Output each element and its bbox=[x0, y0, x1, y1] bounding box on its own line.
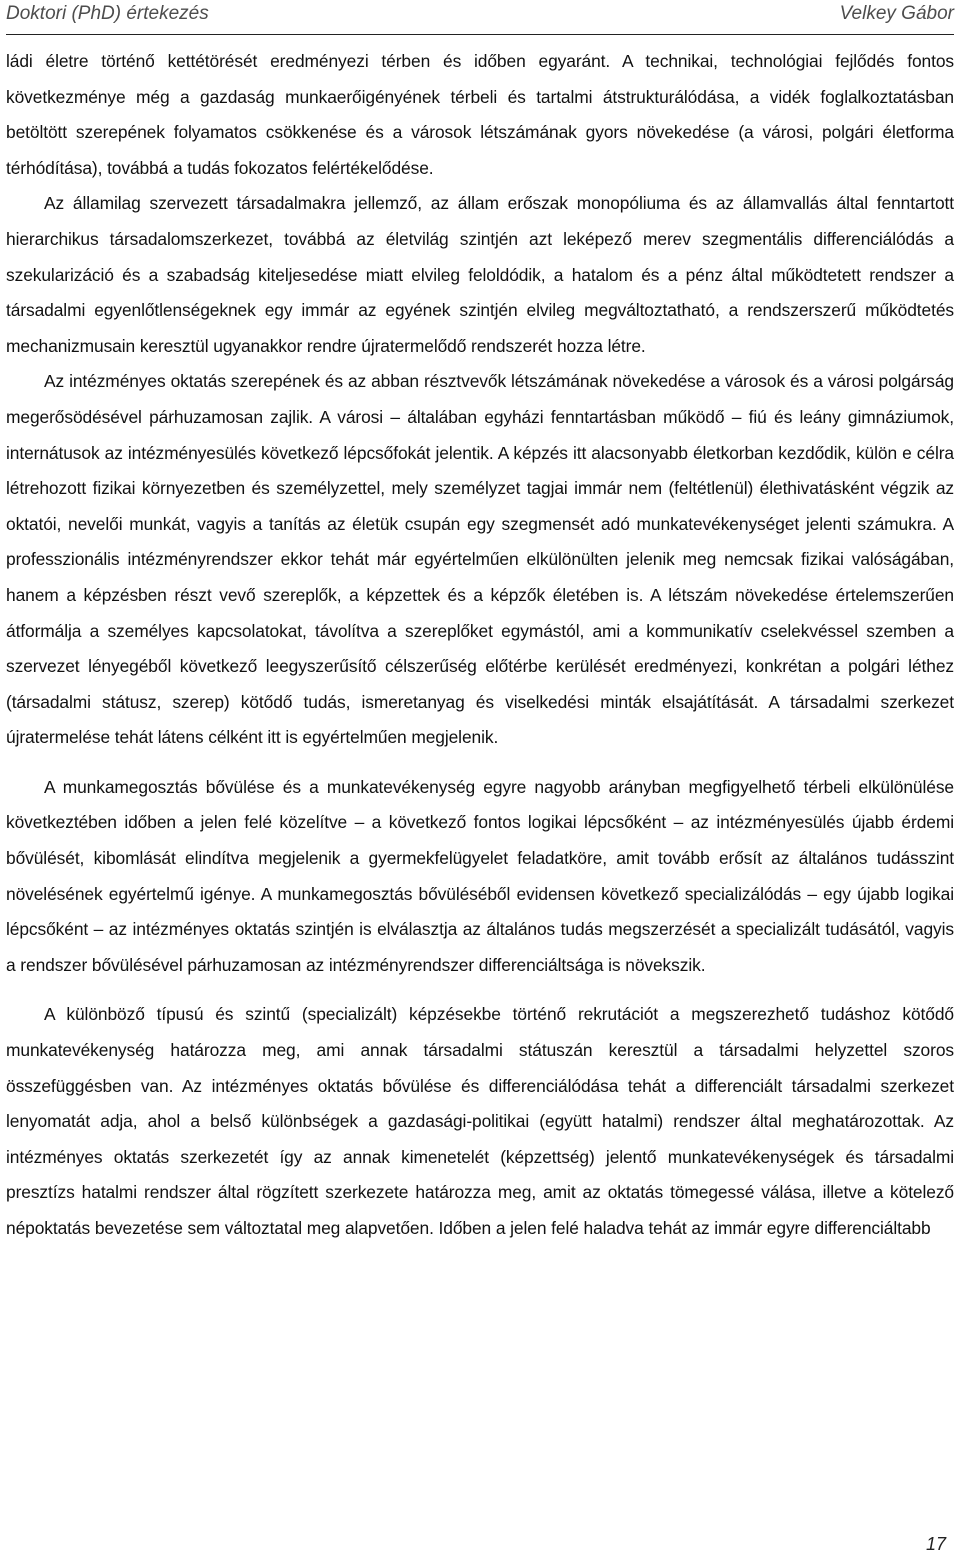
header-title: Doktori (PhD) értekezés bbox=[6, 3, 209, 24]
document-body bbox=[6, 44, 954, 1247]
page-number: 17 bbox=[925, 1534, 946, 1554]
paragraph-2: Az államilag szervezett társadalmakra jellemző, az állam erőszak monopóliuma és az államvallás által fenntartott hierarchikus társadalomszerkezet, továbbá az életvilág szintjén azt leképező merev szegmentális differenciálódás a szekularizáció és a szabadság kiteljesedése miatt elvileg feloldódik, a hatalom és a pénz által működtetett rendszer a társadalmi egyenlőtlenségeknek egy immár az egyének szintjén elvileg megváltoztatható, a rendszerszerű működtetés mechanizmusain keresztül ugyanakkor rendre újratermelődő rendszerét hozza létre. bbox=[6, 193, 954, 356]
paragraph-3: Az intézményes oktatás szerepének és az abban résztvevők létszámának növekedése a városok és a városi polgárság megerősödésével párhuzamosan zajlik. A városi – általában egyházi fenntartásban működő – fiú és leány gimnáziumok, internátusok az intézményesülés következő lépcsőfokát jelentik. A képzés itt alacsonyabb életkorban kezdődik, külön e célra létrehozott fizikai környezetben és személyzettel, mely személyzet tagjai immár nem (feltétlenül) élethivatásként végzik az oktatói, nevelői munkát, vagyis a tanítás az életük csupán egy szegmensét adó munkatevékenységet jelenti számukra. A professzionális intézményrendszer ekkor tehát már egyértelműen elkülönülten jelenik meg nemcsak fizikai valóságában, hanem a képzésben részt vevő szereplők, a képzettek és a képzők életében is. A létszám növekedése értelemszerűen átformálja a személyes kapcsolatokat, távolítva a szereplőket egymástól, ami a kommunikatív cselekvéssel szemben a szervezet lényegéből következő leegyszerűsítő célszerűség előtérbe kerülését eredményezi, konkrétan a polgári léthez (társadalmi státusz, szerep) kötődő tudás, ismeretanyag és viselkedési minták elsajátítását. A társadalmi szerkezet újratermelése tehát látens célként itt is egyértelműen megjelenik. bbox=[6, 371, 954, 748]
page-header bbox=[6, 0, 954, 35]
paragraph-1: ládi életre történő kettétörését eredményezi térben és időben egyaránt. A technikai, technológiai fejlődés fontos következménye még a gazdaság munkaerőigényének térbeli és tartalmi átstrukturálódása, a vidék foglalkoztatásban betöltött szerepének folyamatos csökkenése és a városok létszámának gyors növekedése (a városi, polgári életforma térhódítása), továbbá a tudás fokozatos felértékelődése. bbox=[6, 51, 954, 178]
header-author: Velkey Gábor bbox=[839, 3, 954, 24]
paragraph-5: A különböző típusú és szintű (specializált) képzésekbe történő rekrutációt a megszerezhető tudáshoz kötődő munkatevékenység határozza meg, ami annak társadalmi státuszán keresztül a társadalmi helyzettel szoros összefüggésben van. Az intézményes oktatás bővülése és differenciálódása tehát a differenciált társadalmi szerkezet lenyomatát adja, ahol a belső különbségek a gazdasági-politikai (együtt hatalmi) rendszer által meghatározottak. Az intézményes oktatás szerkezetét így az annak kimenetelét (képzettség) jelentő munkatevékenységek és társadalmi presztízs hatalmi rendszer által rögzített szerkezete határozza meg, amit az oktatás tömegessé válása, illetve a kötelező népoktatás bevezetése sem változtatal meg alapvetően. Időben a jelen felé haladva tehát az immár egyre differenciáltabb bbox=[6, 1004, 954, 1238]
paragraph-4: A munkamegosztás bővülése és a munkatevékenység egyre nagyobb arányban megfigyelhető térbeli elkülönülése következtében időben a jelen felé közelítve – a következő fontos logikai lépcsőként – az intézményesülés újabb érdemi bővülését, kibomlását elindítva megjelenik a gyermekfelügyelet feladatköre, amit tovább erősít az általános tudásszint növelésének egyértelmű igénye. A munkamegosztás bővüléséből evidensen következő specializálódás – egy újabb logikai lépcsőként – az intézményes oktatás szintjén is elválasztja az általános tudás megszerzését a specializált tudásától, vagyis a rendszer bővülésével párhuzamosan az intézményrendszer differenciáltsága is növekszik. bbox=[6, 776, 954, 975]
